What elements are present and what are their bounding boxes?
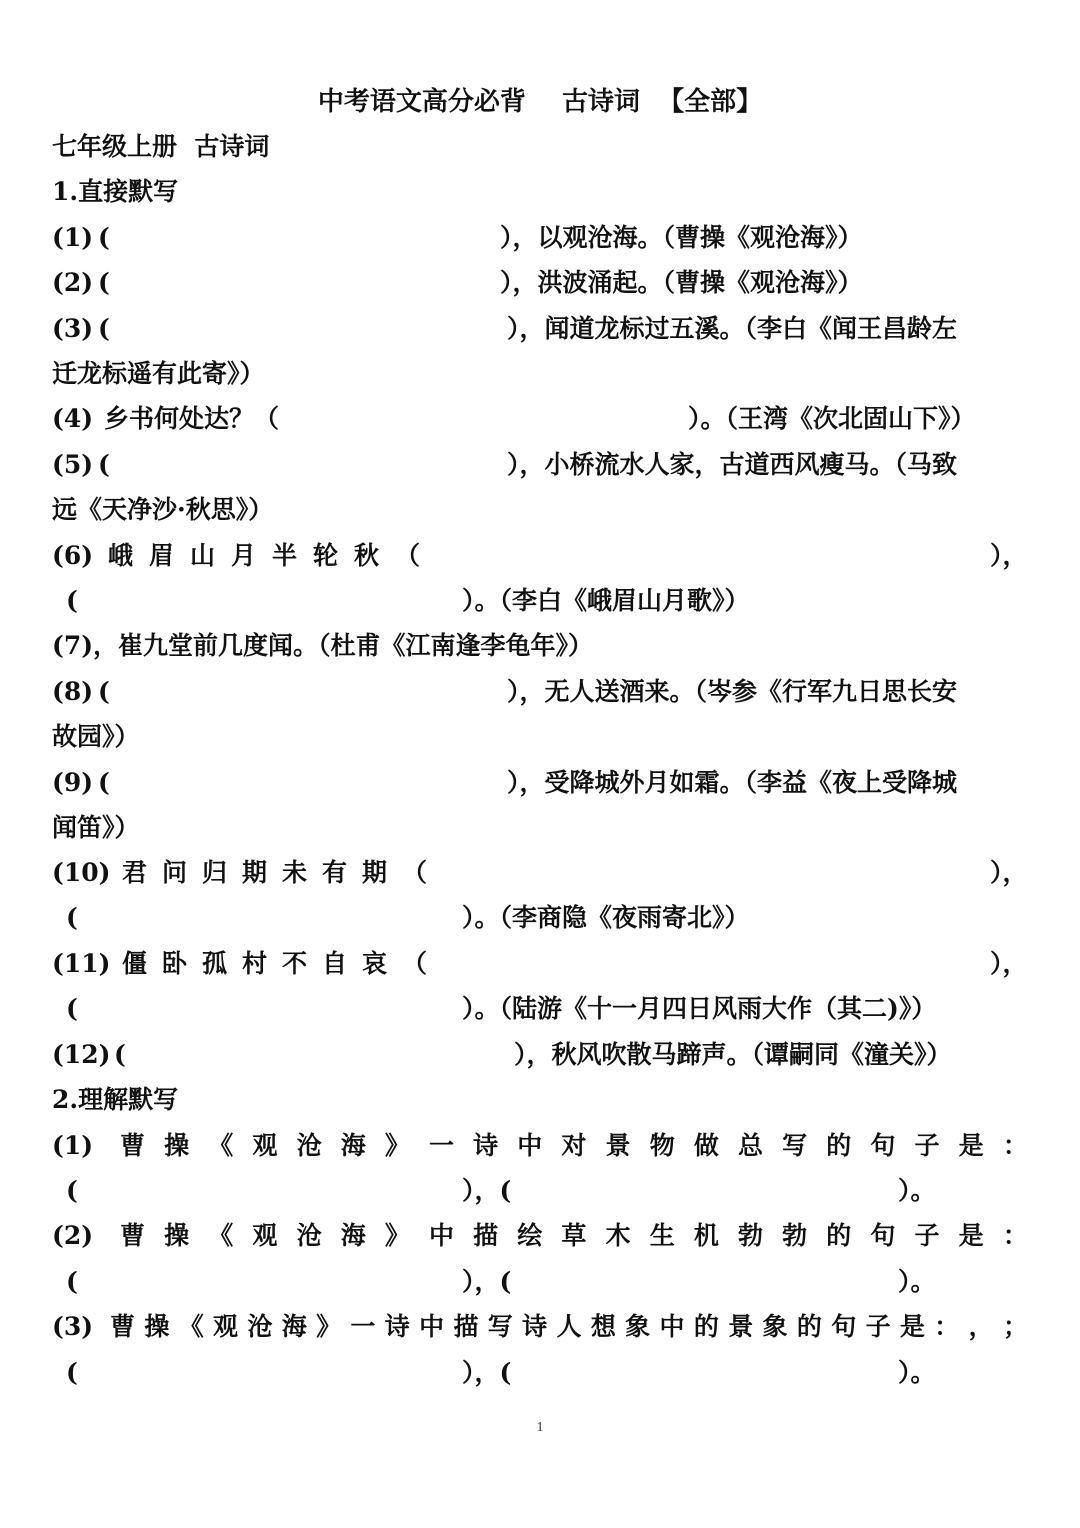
question-number: (2)	[52, 268, 94, 297]
question-line	[52, 536, 1028, 576]
grade-heading	[52, 127, 1028, 167]
question-number: (11)	[52, 949, 111, 978]
section2-heading-text: 2.理解默写	[52, 1085, 179, 1114]
question-line	[52, 399, 1028, 439]
question-end: ），	[990, 858, 1028, 887]
question-line	[52, 218, 1028, 258]
question-number: (2)	[52, 1221, 94, 1250]
question-line-2	[52, 1262, 1028, 1302]
question-prefix: 乡书何处达？（	[104, 404, 280, 433]
question-number: (8)	[52, 677, 94, 706]
question-line-2	[52, 989, 1028, 1029]
question-line	[52, 626, 1028, 666]
question-number: (10)	[52, 858, 111, 887]
question-prefix: 峨眉山月半轮秋（	[108, 541, 437, 570]
blank-open: (	[66, 586, 78, 615]
continuation-text: 闻笛》）	[52, 813, 140, 842]
question-text: ）。（陆游《十一月四日风雨大作（其二)》）	[462, 994, 937, 1023]
blank-separator: ），(	[462, 1267, 512, 1296]
question-line-2	[52, 898, 1028, 938]
blank-open: (	[66, 903, 78, 932]
question-line	[52, 853, 1028, 893]
question-line-2	[52, 1353, 1028, 1393]
question-line	[52, 309, 1028, 349]
question-number: (9)	[52, 768, 94, 797]
section1-heading-text: 1.直接默写	[52, 177, 179, 206]
blank-close: ）。	[898, 1358, 936, 1387]
question-end: ），	[990, 949, 1028, 978]
question-prompt: 曹 操 《 观 沧 海 》 一 诗 中 对 景 物 做 总 写 的 句 子 是 ：	[120, 1131, 1028, 1160]
blank-open: (	[66, 994, 78, 1023]
question-number: (3)	[52, 314, 94, 343]
question-text: ）。（李商隐《夜雨寄北》）	[462, 903, 750, 932]
question-continuation	[52, 717, 1028, 757]
question-prefix: 僵卧孤村不自哀（	[122, 949, 443, 978]
blank-open: (	[98, 677, 110, 706]
question-line	[52, 445, 1028, 485]
question-line	[52, 1126, 1028, 1166]
continuation-text: 远《天净沙·秋思》）	[52, 495, 274, 524]
question-text: ），以观沧海。（曹操《观沧海》）	[500, 223, 863, 252]
blank-close: ）。	[898, 1267, 936, 1296]
question-text: ），洪波涌起。（曹操《观沧海》）	[500, 268, 863, 297]
question-text: ），小桥流水人家，古道西风瘦马。（马致	[507, 450, 958, 479]
blank-open: (	[114, 1040, 126, 1069]
question-text: ）。（李白《峨眉山月歌》）	[462, 586, 750, 615]
blank-open: (	[98, 768, 110, 797]
question-text: ），无人送酒来。（岑参《行军九日思长安	[507, 677, 958, 706]
question-line	[52, 1307, 1028, 1347]
question-text: ），闻道龙标过五溪。（李白《闻王昌龄左	[507, 314, 958, 343]
question-prefix: 君问归期未有期（	[122, 858, 443, 887]
question-continuation	[52, 490, 1028, 530]
question-number: (12)	[52, 1040, 111, 1069]
question-line	[52, 672, 1028, 712]
question-line-2	[52, 1171, 1028, 1211]
question-line-2	[52, 581, 1028, 621]
grade-heading-text: 七年级上册 古诗词	[52, 132, 270, 161]
blank-open: (	[98, 450, 110, 479]
question-number: (6)	[52, 541, 94, 570]
question-number: (1)	[52, 223, 94, 252]
page-number: 1	[536, 1420, 544, 1435]
blank-open: (	[66, 1267, 78, 1296]
question-text: ），受降城外月如霜。（李益《夜上受降城	[507, 768, 958, 797]
blank-separator: ），(	[462, 1176, 512, 1205]
continuation-text: 故园》）	[52, 722, 140, 751]
blank-open: (	[66, 1176, 78, 1205]
question-line	[52, 944, 1028, 984]
continuation-text: 迁龙标遥有此寄》）	[52, 359, 265, 388]
question-number: (1)	[52, 1131, 94, 1160]
question-number: (4)	[52, 404, 94, 433]
question-prompt: 曹 操 《 观 沧 海 》 中 描 绘 草 木 生 机 勃 勃 的 句 子 是 ：	[120, 1221, 1028, 1250]
page-title: 中考语文高分必背 古诗词 【全部】	[317, 87, 763, 117]
question-continuation	[52, 808, 1028, 848]
blank-separator: ），(	[462, 1358, 512, 1387]
question-line	[52, 1035, 1028, 1075]
question-number: (5)	[52, 450, 94, 479]
blank-open: (	[98, 268, 110, 297]
blank-open: (	[98, 223, 110, 252]
question-text: ）。（王湾《次北固山下》）	[688, 404, 976, 433]
question-line	[52, 263, 1028, 303]
section2-heading	[52, 1080, 1028, 1120]
question-line	[52, 1216, 1028, 1256]
section1-heading	[52, 172, 1028, 212]
question-continuation	[52, 354, 1028, 394]
question-number: (3)	[52, 1312, 94, 1341]
question-line	[52, 763, 1028, 803]
blank-open: (	[66, 1358, 78, 1387]
question-prompt: 曹 操 《 观 沧 海 》 一 诗 中 描 写 诗 人 想 象 中 的 景 象 的 句 子 是 ： ， ；	[110, 1312, 1028, 1341]
question-text: (7)，崔九堂前几度闻。（杜甫《江南逢李龟年》）	[52, 631, 594, 660]
blank-close: ）。	[898, 1176, 936, 1205]
question-end: ），	[990, 541, 1028, 570]
blank-open: (	[98, 314, 110, 343]
question-text: ），秋风吹散马蹄声。（谭嗣同《潼关》）	[514, 1040, 952, 1069]
